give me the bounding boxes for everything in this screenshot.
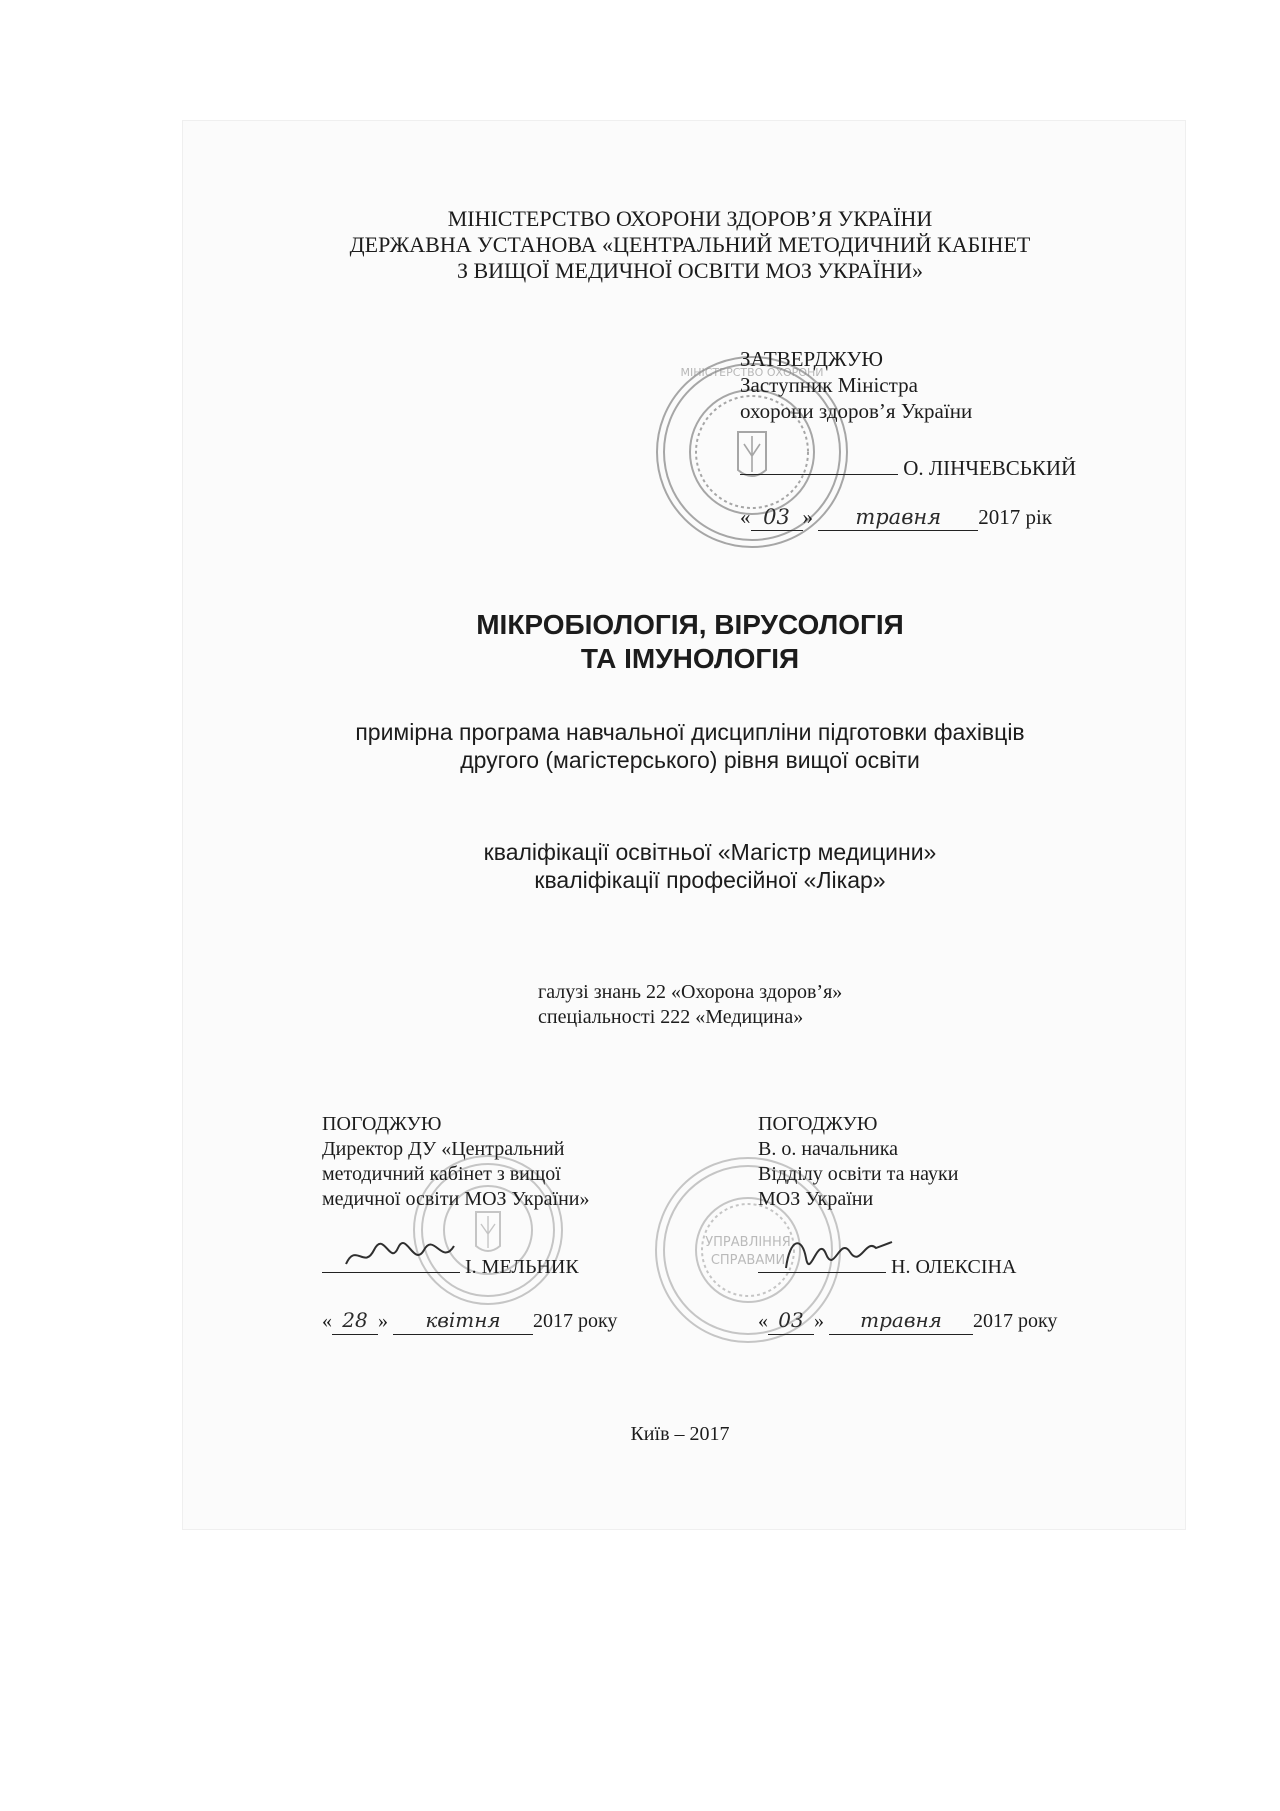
document-subtitle (300, 718, 1080, 774)
place-year-text: Київ – 2017 (630, 1423, 730, 1445)
approval-name: О. ЛІНЧЕВСЬКИЙ (903, 456, 1077, 480)
right-date-month-value: травня (860, 1308, 942, 1332)
qualification-line-2: кваліфікації професійної «Лікар» (534, 867, 886, 893)
approval-date-month (818, 504, 978, 531)
approval-date-row (740, 504, 1160, 531)
approval-date-day (751, 504, 803, 531)
header-line-2: ДЕРЖАВНА УСТАНОВА «ЦЕНТРАЛЬНИЙ МЕТОДИЧНИЙ КАБІНЕТ (349, 232, 1031, 257)
left-date-day (332, 1308, 378, 1335)
right-date-close-quote: » (814, 1310, 824, 1332)
left-agreement-heading: ПОГОДЖУЮ (322, 1113, 442, 1135)
right-agreement-line-2: Відділу освіти та науки (758, 1163, 959, 1185)
right-agreement-line-3: МОЗ України (758, 1188, 874, 1210)
right-date-open-quote: « (758, 1310, 768, 1332)
svg-text:МІНІСТЕРСТВО ОХОРОНИ: МІНІСТЕРСТВО ОХОРОНИ (680, 366, 824, 379)
left-signature-row (322, 1252, 662, 1280)
left-date-year: 2017 року (533, 1310, 618, 1332)
right-agreement (758, 1112, 1088, 1212)
left-date-close-quote: » (378, 1310, 388, 1332)
left-date-open-quote: « (322, 1310, 332, 1332)
approval-heading: ЗАТВЕРДЖУЮ (740, 347, 883, 371)
left-signature-line (322, 1252, 460, 1273)
left-date-day-value: 28 (342, 1308, 368, 1332)
left-date-month (393, 1308, 533, 1335)
left-agreement (322, 1112, 652, 1212)
right-agreement-line-1: В. о. начальника (758, 1138, 899, 1160)
right-agreement-heading: ПОГОДЖУЮ (758, 1113, 878, 1135)
approval-block (740, 346, 1160, 424)
approval-signature-row (740, 452, 1160, 481)
field-block (538, 980, 1058, 1030)
approval-date-open-quote: « (740, 505, 751, 529)
field-line-2: спеціальності 222 «Медицина» (538, 1006, 804, 1028)
svg-text:УПРАВЛІННЯ: УПРАВЛІННЯ (705, 1235, 791, 1250)
right-signature-row (758, 1252, 1098, 1280)
qualification-line-1: кваліфікації освітньої «Магістр медицини» (483, 839, 937, 865)
svg-text:СПРАВАМИ: СПРАВАМИ (710, 1253, 786, 1268)
right-signature-line (758, 1252, 886, 1273)
approval-signature-line (740, 452, 898, 475)
subtitle-line-2: другого (магістерського) рівня вищої освіти (460, 747, 920, 773)
title-line-1: МІКРОБІОЛОГІЯ, ВІРУСОЛОГІЯ (476, 609, 904, 640)
left-agreement-line-3: медичної освіти МОЗ України» (322, 1188, 590, 1210)
approval-position-1: Заступник Міністра (740, 373, 918, 397)
title-line-2: ТА ІМУНОЛОГІЯ (580, 643, 800, 674)
right-date-year: 2017 року (973, 1310, 1058, 1332)
approval-date-year: 2017 рік (978, 505, 1053, 529)
approval-date-day-value: 03 (763, 505, 790, 529)
place-and-year (560, 1422, 800, 1447)
header-line-1: МІНІСТЕРСТВО ОХОРОНИ ЗДОРОВ’Я УКРАЇНИ (447, 206, 933, 231)
right-date-row (758, 1308, 1098, 1335)
approval-date-close-quote: » (802, 505, 813, 529)
document-title (300, 608, 1080, 676)
right-date-day (768, 1308, 814, 1335)
qualification-block (360, 838, 1060, 894)
left-agreement-name: І. МЕЛЬНИК (465, 1256, 579, 1278)
right-date-month (829, 1308, 973, 1335)
ministry-header (300, 206, 1080, 284)
approval-date-month-value: травня (855, 505, 942, 529)
header-line-3: З ВИЩОЇ МЕДИЧНОЇ ОСВІТИ МОЗ УКРАЇНИ» (456, 258, 924, 283)
approval-position-2: охорони здоров’я України (740, 399, 973, 423)
right-agreement-name: Н. ОЛЕКСІНА (891, 1256, 1017, 1278)
left-agreement-line-1: Директор ДУ «Центральний (322, 1138, 565, 1160)
field-line-1: галузі знань 22 «Охорона здоров’я» (538, 981, 843, 1003)
left-date-row (322, 1308, 662, 1335)
subtitle-line-1: примірна програма навчальної дисципліни підготовки фахівців (355, 719, 1025, 745)
left-date-month-value: квітня (425, 1308, 501, 1332)
right-date-day-value: 03 (778, 1308, 804, 1332)
left-agreement-line-2: методичний кабінет з вищої (322, 1163, 561, 1185)
